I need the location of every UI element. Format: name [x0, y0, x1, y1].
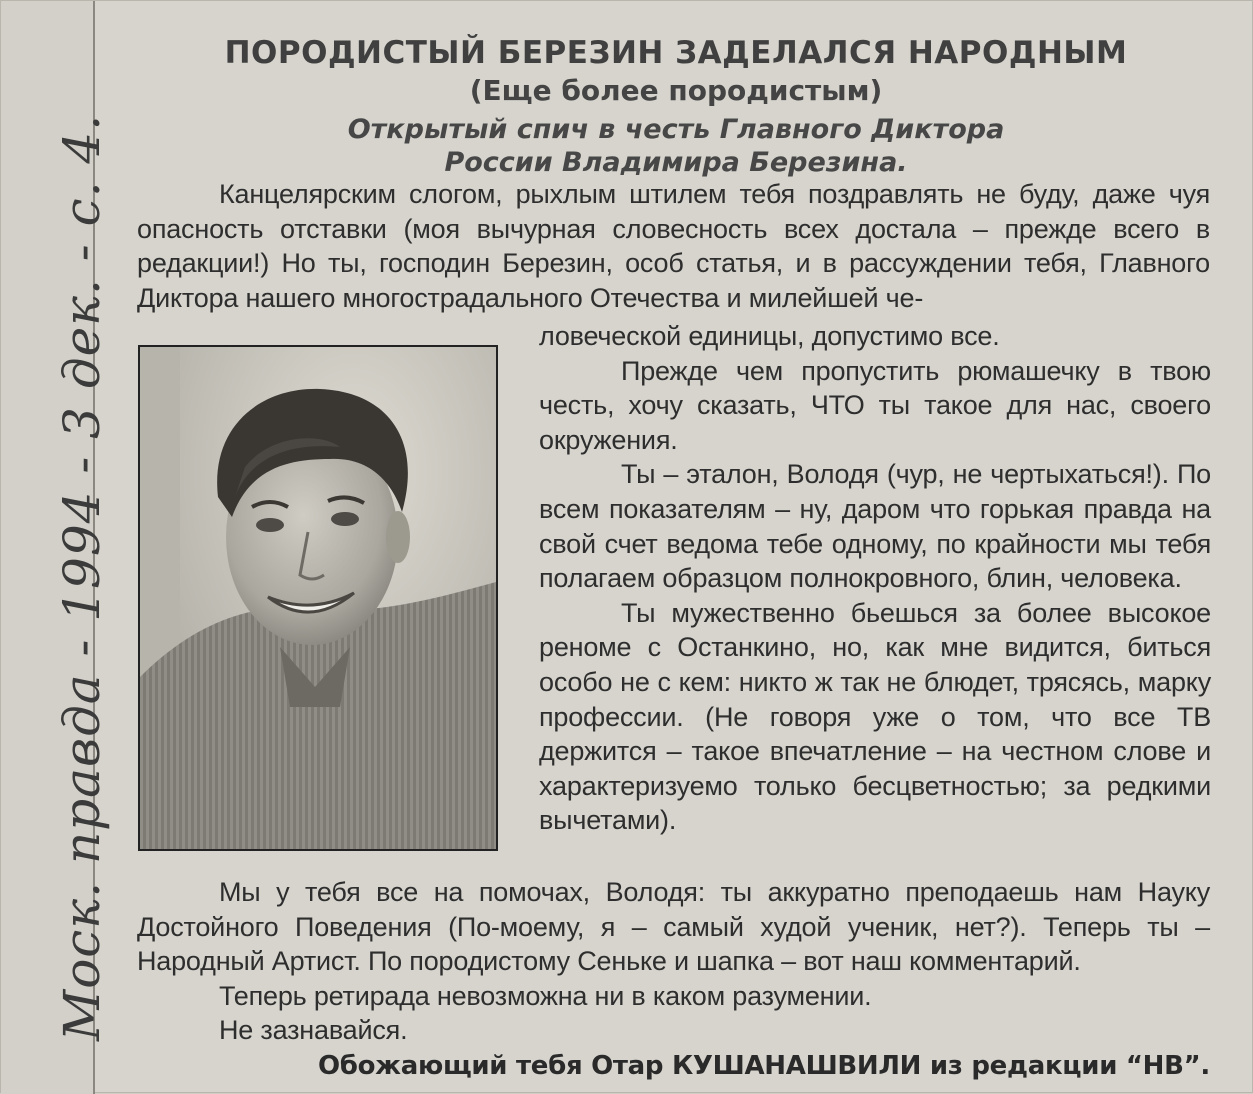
paragraph-5: Мы у тебя все на помочах, Володя: ты аккуратно преподаешь нам Науку Достойного Поведения (По-моему, я – самый худой ученик, нет?). Теперь ты – Народный Артист. По породистому Сеньке и шапка – вот наш комментарий.: [137, 877, 1210, 977]
portrait-image: [140, 347, 496, 849]
article-conclusion: [137, 875, 1210, 1048]
author-signature: Обожающий тебя Отар КУШАНАШВИЛИ из редакции “НВ”.: [317, 1051, 1210, 1081]
article-dedication: [121, 113, 1231, 179]
portrait-photo: [138, 345, 498, 851]
paragraph-1-tail: ловеческой единицы, допустимо все.: [539, 321, 1000, 351]
paragraph-6: Теперь ретирада невозможна ни в каком разумении.: [219, 980, 872, 1011]
paragraph-4: Ты мужественно бьешься за более высокое реноме с Останкино, но, как мне видится, биться особо не с кем: никто ж так не блюдет, трясясь, марку профессии. (Не говоря уже о том, что все ТВ держится – такое впечатление – на честном слове и характеризуемо только бесцветностью; за редкими вычетами).: [539, 597, 1211, 836]
handwritten-source-note: Моск. правда - 1994 - 3 дек. - с. 4.: [53, 113, 111, 1041]
article-intro: [137, 177, 1210, 315]
article-headline: ПОРОДИСТЫЙ БЕРЕЗИН ЗАДЕЛАЛСЯ НАРОДНЫМ: [224, 35, 1128, 71]
paragraph-3: Ты – эталон, Володя (чур, не чертыхаться!). По всем показателям – ну, даром что горькая правда на свой счет ведома тебе одному, по крайности мы тебя полагаем образцом полнокровного, блин, человека.: [539, 459, 1211, 594]
article-right-column: [539, 319, 1211, 838]
margin-strip: [1, 1, 111, 1094]
article-subheadline: (Еще более породистым): [469, 74, 883, 107]
paragraph-7: Не зазнавайся.: [219, 1015, 408, 1046]
dedication-line-1: Открытый спич в честь Главного Диктора: [347, 114, 1005, 145]
paragraph-1: Канцелярским слогом, рыхлым штилем тебя поздравлять не буду, даже чуя опасность отставки (моя вычурная словесность всех достала – прежде всего в редакции!) Но ты, господин Березин, особ статья, и в рассуждении тебя, Главного Диктора нашего многострадального Отечества и милейшей че-: [137, 179, 1210, 313]
dedication-line-2: России Владимира Березина.: [444, 147, 908, 178]
paragraph-2: Прежде чем пропустить рюмашечку в твою честь, хочу сказать, ЧТО ты такое для нас, своего окружения.: [539, 355, 1211, 455]
